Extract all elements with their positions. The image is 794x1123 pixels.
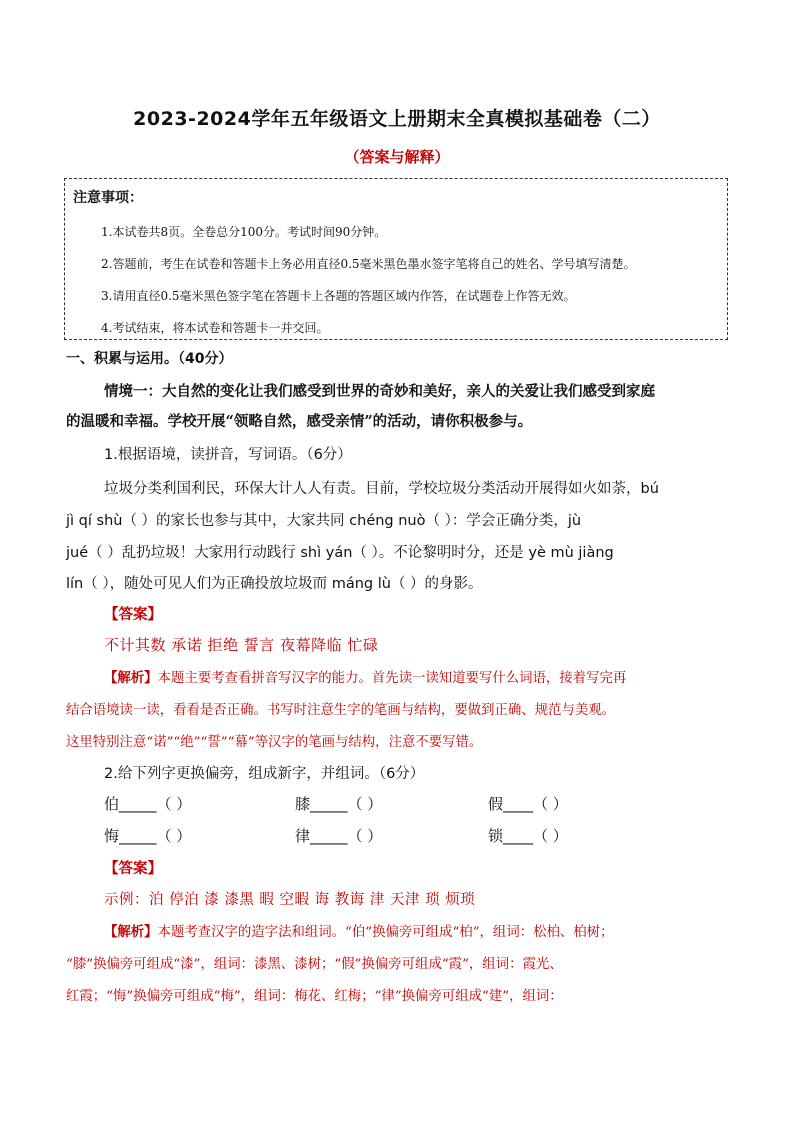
notice-item: 4.考试结束，将本试卷和答题卡一并交回。 — [101, 321, 329, 335]
word-cell: 悔_____（ ） — [104, 827, 192, 845]
word-cell: 伯_____（ ） — [104, 795, 192, 813]
question-text-line: lín（ ），随处可见人们为正确投放垃圾而 máng lù（ ）的身影。 — [66, 576, 483, 592]
word-cell: 假____（ ） — [488, 795, 568, 813]
notice-box — [64, 178, 728, 340]
analysis-line: 红霞；“悔”换偏旁可组成“梅”，组词：梅花、红梅；“律”换偏旁可组成“建”，组词： — [66, 989, 563, 1004]
analysis-line: 结合语境读一读，看看是否正确。书写时注意生字的笔画与结构，要做到正确、规范与美观。 — [66, 703, 616, 718]
question-prompt: 1.根据语境，读拼音，写词语。（6分） — [104, 447, 352, 463]
section-heading: 一、积累与运用。（40分） — [66, 351, 233, 367]
answer-text: 示例：泊 停泊 漆 漆黑 暇 空暇 诲 教诲 津 天津 琐 烦琐 — [104, 892, 476, 908]
analysis-line: 本题考查汉字的造字法和组词。“伯”换偏旁可组成“柏”，组词：松柏、柏树； — [157, 925, 614, 940]
question-text-line: jué（ ）乱扔垃圾！大家用行动践行 shì yán（ ）。不论黎明时分，还是 yè mù jiàng — [66, 545, 614, 561]
notice-item: 1.本试卷共8页。全卷总分100分。考试时间90分钟。 — [101, 225, 387, 239]
notice-item: 2.答题前，考生在试卷和答题卡上务必用直径0.5毫米黑色墨水签字笔将自己的姓名、学号填写清楚。 — [101, 257, 636, 271]
context-text: 的温暖和幸福。学校开展“领略自然，感受亲情”的活动，请你积极参与。 — [66, 413, 533, 430]
analysis-label: 【解析】 — [104, 671, 158, 686]
question-text-line: 垃圾分类利国利民，环保大计人人有责。目前，学校垃圾分类活动开展得如火如荼，bú — [104, 481, 659, 497]
question-text-line: jì qí shù（ ）的家长也参与其中，大家共同 chéng nuò（ ）：学会正确分类，jù — [66, 513, 582, 529]
answer-label: 【答案】 — [104, 607, 162, 623]
page-subtitle: （答案与解释） — [344, 148, 450, 166]
answer-label: 【答案】 — [104, 861, 162, 877]
analysis-line: 这里特别注意“诺”“绝”“誓”“幕”等汉字的笔画与结构，注意不要写错。 — [66, 735, 483, 750]
word-cell: 膝_____（ ） — [295, 795, 383, 813]
notice-item: 3.请用直径0.5毫米黑色签字笔在答题卡上各题的答题区域内作答，在试题卷上作答无效。 — [101, 289, 576, 303]
analysis-line: 本题主要考查看拼音写汉字的能力。首先读一读知道要写什么词语，接着写完再 — [157, 671, 627, 686]
analysis-text — [104, 921, 613, 940]
question-prompt: 2.给下列字更换偏旁，组成新字，并组词。（6分） — [104, 766, 425, 782]
analysis-text — [104, 667, 626, 686]
analysis-label: 【解析】 — [104, 925, 158, 940]
context-text: 情境一：大自然的变化让我们感受到世界的奇妙和美好，亲人的关爱让我们感受到家庭 — [104, 383, 655, 400]
analysis-line: “膝”换偏旁可组成“漆”，组词：漆黑、漆树；“假”换偏旁可组成“霞”，组词：霞光、 — [66, 957, 563, 972]
answer-text: 不计其数 承诺 拒绝 誓言 夜幕降临 忙碌 — [104, 636, 379, 654]
word-cell: 律_____（ ） — [295, 827, 383, 845]
notice-heading: 注意事项： — [73, 190, 143, 206]
page-title: 2023-2024学年五年级语文上册期末全真模拟基础卷（二） — [133, 108, 661, 130]
word-cell: 锁____（ ） — [488, 827, 568, 845]
